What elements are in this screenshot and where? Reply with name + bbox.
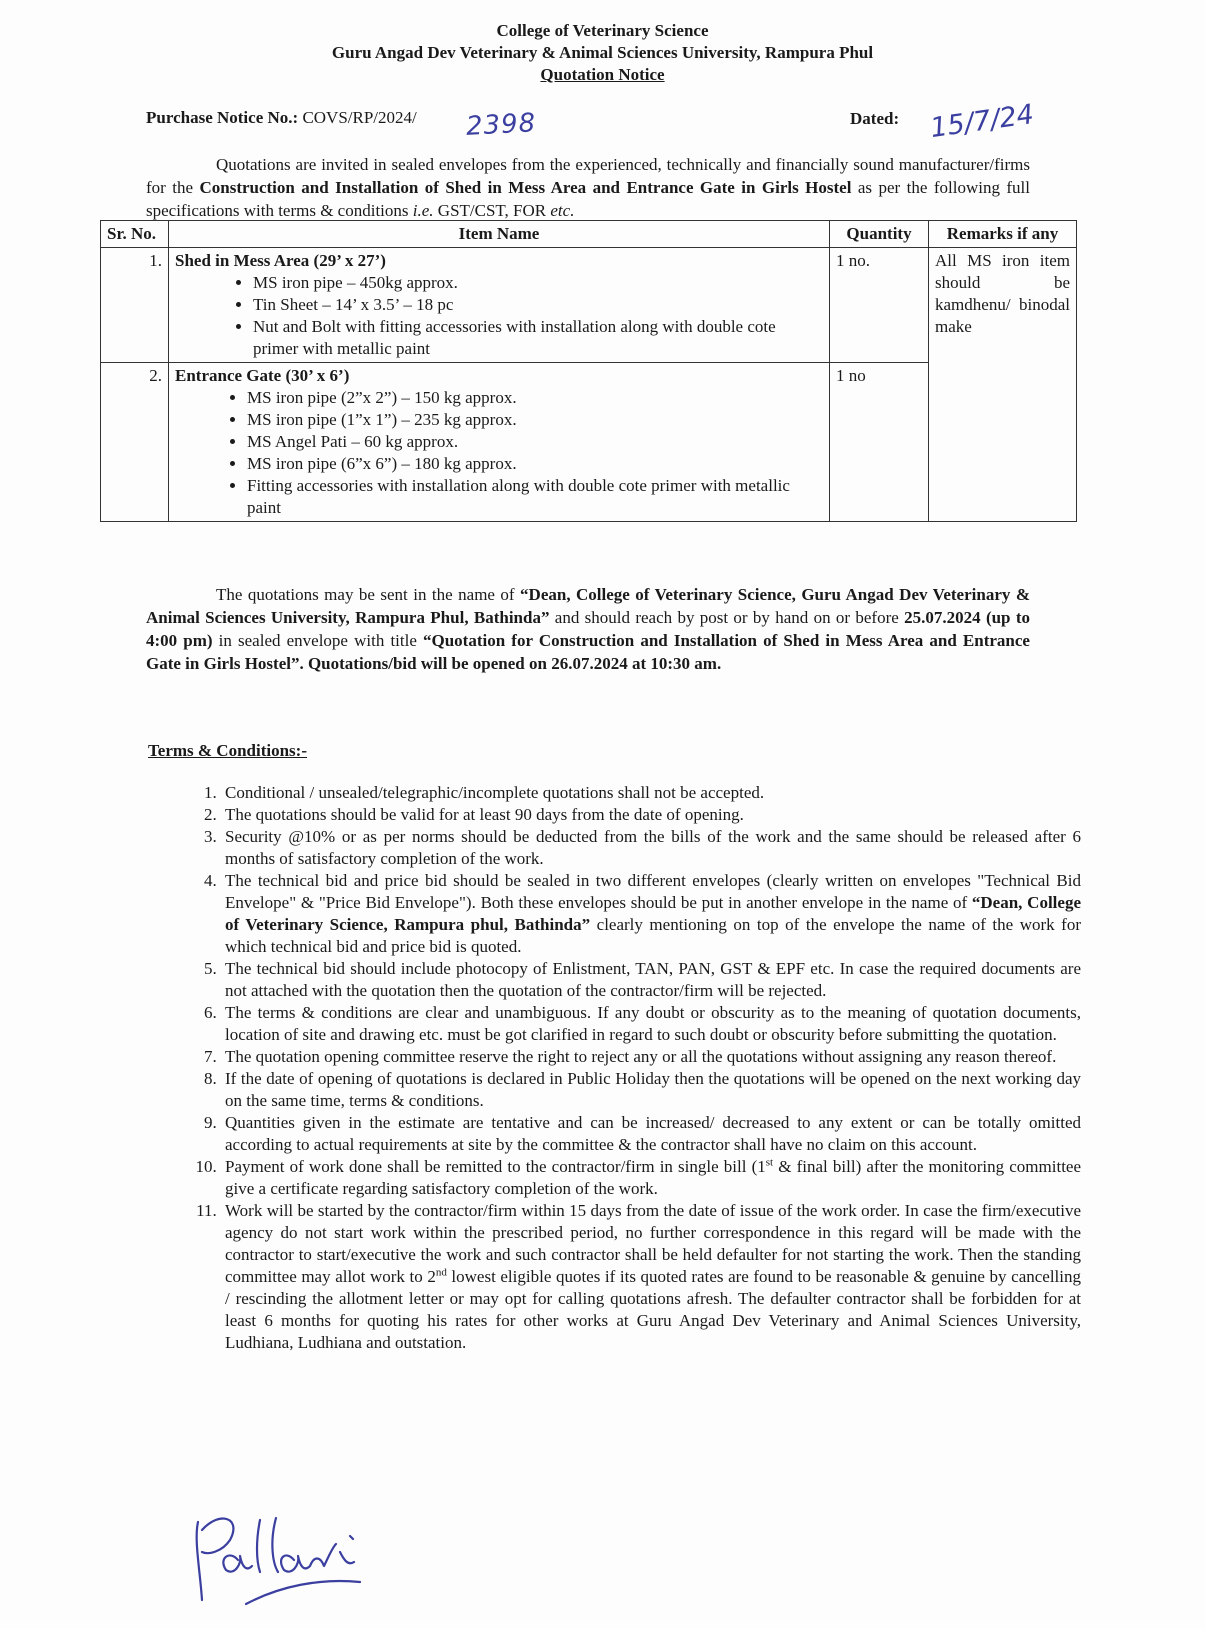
intro-text: Quotations are invited in sealed envelopes from the experienced, technically and financially sound manufacturer/firms for the: [146, 155, 1030, 197]
document-title: Quotation Notice: [540, 65, 665, 84]
envelope-title: “Quotation for Construction and Installation of Shed in Mess Area and Entrance Gate in Girls Hostel”. Quotations/bid will be opened on 26.07.2024 at 10:30 am.: [146, 631, 1030, 673]
list-item: • Tin Sheet – 14’ x 3.5’ – 18 pc: [253, 294, 823, 316]
list-item: 11. Work will be started by the contractor/firm within 15 days from the date of issue of the work order. In case the firm/executive agency do not start work within the prescribed period, no further correspondence in this regard will be made with the contractor to start/executive the work and such contractor shall be held defaulter for not starting the work. Then the standing committee may allot work to 2nd lowest eligible quotes if its quoted rates are found to be reasonable & genuine by cancelling / rescinding the allotment letter or may opt for calling quotations afresh. The defaulter contractor shall be forbidden for at least 6 months for quoting his rates for other works at Guru Angad Dev Veterinary and Animal Sciences University, Ludhiana, Ludhiana and outstation.: [221, 1200, 1081, 1354]
intro-work-title: Construction and Installation of Shed in Mess Area and Entrance Gate in Girls Hostel: [199, 178, 852, 197]
list-item: • MS iron pipe – 450kg approx.: [253, 272, 823, 294]
university-name: Guru Angad Dev Veterinary & Animal Sciences University, Rampura Phul: [331, 43, 874, 62]
list-item: 1. Conditional / unsealed/telegraphic/incomplete quotations shall not be accepted.: [221, 782, 1081, 804]
intro-etc: etc.: [550, 201, 575, 220]
remarks-cell: All MS iron item should be kamdhenu/ binodal make: [929, 248, 1077, 522]
terms-list: [175, 782, 1081, 1354]
submission-paragraph: [146, 583, 1030, 675]
list-item: 2. The quotations should be valid for at least 90 days from the date of opening.: [221, 804, 1081, 826]
list-item: • MS iron pipe (6”x 6”) – 180 kg approx.: [247, 453, 823, 475]
handwritten-notice-number: 2398: [465, 108, 537, 142]
document-header: [0, 20, 1205, 86]
terms-heading: Terms & Conditions:-: [148, 741, 307, 760]
list-item: 5. The technical bid should include photocopy of Enlistment, TAN, PAN, GST & EPF etc. In case the required documents are not attached with the quotation then the quotation of the contractor/firm will be rejected.: [221, 958, 1081, 1002]
table-header-row: [101, 221, 1077, 248]
header-sr-no: Sr. No.: [101, 221, 169, 248]
row-item-list: [175, 387, 823, 519]
list-item: 10. Payment of work done shall be remitted to the contractor/firm in single bill (1st & final bill) after the monitoring committee give a certificate regarding satisfactory completion of the work.: [221, 1156, 1081, 1200]
purchase-notice-line: [146, 108, 1046, 128]
list-item: • Nut and Bolt with fitting accessories with installation along with double cote primer with metallic paint: [253, 316, 823, 360]
row-sr: 1.: [101, 248, 169, 363]
row-quantity: 1 no.: [830, 248, 929, 363]
addressee: “Dean, College of Veterinary Science, Guru Angad Dev Veterinary & Animal Sciences University, Rampura Phul, Bathinda”: [146, 585, 1030, 627]
list-item: 3. Security @10% or as per norms should be deducted from the bills of the work and the same should be released after 6 months of satisfactory completion of the work.: [221, 826, 1081, 870]
para-text: and should reach by post or by hand on or before: [549, 608, 905, 627]
handwritten-date: 15/7/24: [928, 98, 1036, 145]
specification-table: [100, 220, 1077, 522]
header-quantity: Quantity: [830, 221, 929, 248]
college-name: College of Veterinary Science: [496, 21, 709, 40]
intro-text-2: as per the following full specifications with terms & conditions: [146, 178, 1030, 220]
dated-label: Dated:: [850, 109, 900, 128]
row-item-cell: [169, 248, 830, 363]
row-item-list: [175, 272, 823, 360]
list-item: 9. Quantities given in the estimate are tentative and can be increased/ decreased to any extent or can be totally omitted according to actual requirements at site by the committee & the contractor shall have no claim on this account.: [221, 1112, 1081, 1156]
deadline: 25.07.2024 (up to 4:00 pm): [146, 608, 1030, 650]
row-quantity: 1 no: [830, 363, 929, 522]
list-item: • Fitting accessories with installation along with double cote primer with metallic paint: [247, 475, 823, 519]
intro-text-3: GST/CST, FOR: [433, 201, 551, 220]
header-remarks: Remarks if any: [929, 221, 1077, 248]
row-sr: 2.: [101, 363, 169, 522]
list-item: 6. The terms & conditions are clear and unambiguous. If any doubt or obscurity as to the meaning of quotation documents, location of site and drawing etc. must be got clarified in regard to such doubt or obscurity before submitting the quotation.: [221, 1002, 1081, 1046]
row-item-title: Entrance Gate (30’ x 6’): [175, 366, 350, 385]
header-item-name: Item Name: [169, 221, 830, 248]
row-item-title: Shed in Mess Area (29’ x 27’): [175, 251, 386, 270]
purchase-notice-label: Purchase Notice No.:: [146, 108, 299, 127]
purchase-notice-prefix: COVS/RP/2024/: [302, 108, 417, 127]
table-row: [101, 248, 1077, 363]
row-item-cell: [169, 363, 830, 522]
intro-ie: i.e.: [412, 201, 434, 220]
para-text: in sealed envelope with title: [212, 631, 423, 650]
signature: [190, 1500, 390, 1610]
para-text: The quotations may be sent in the name of: [216, 585, 521, 604]
list-item: 7. The quotation opening committee reserve the right to reject any or all the quotations without assigning any reason thereof.: [221, 1046, 1081, 1068]
list-item: • MS iron pipe (1”x 1”) – 235 kg approx.: [247, 409, 823, 431]
list-item: • MS Angel Pati – 60 kg approx.: [247, 431, 823, 453]
list-item: 8. If the date of opening of quotations is declared in Public Holiday then the quotations will be opened on the next working day on the same time, terms & conditions.: [221, 1068, 1081, 1112]
intro-paragraph: [146, 153, 1030, 222]
list-item: • MS iron pipe (2”x 2”) – 150 kg approx.: [247, 387, 823, 409]
list-item: 4. The technical bid and price bid should be sealed in two different envelopes (clearly written on envelopes "Technical Bid Envelope" & "Price Bid Envelope"). Both these envelopes should be put in another envelope in the name of “Dean, College of Veterinary Science, Rampura phul, Bathinda” clearly mentioning on top of the envelope the name of the work for which technical bid and price bid is quoted.: [221, 870, 1081, 958]
